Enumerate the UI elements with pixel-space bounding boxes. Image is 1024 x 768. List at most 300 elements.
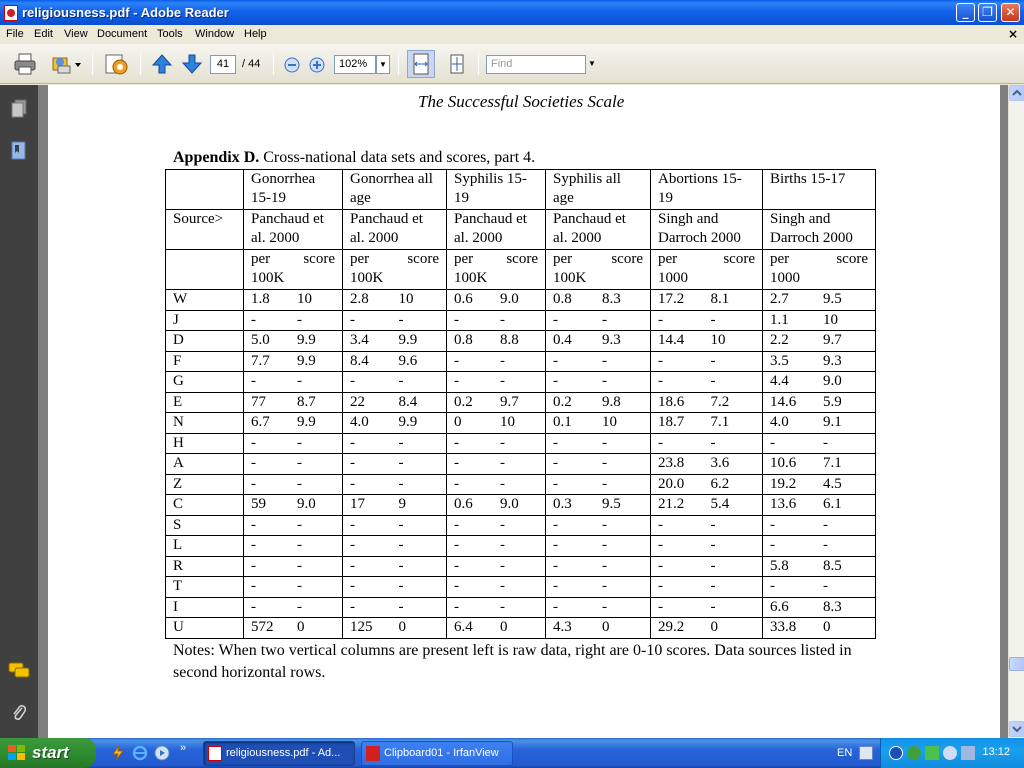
- raw-value: 14.6: [770, 393, 797, 410]
- column-source: Panchaud et al. 2000: [447, 210, 546, 250]
- window-title: religiousness.pdf - Adobe Reader: [22, 5, 229, 20]
- raw-value: 5.8: [770, 557, 789, 574]
- pages-icon[interactable]: [11, 99, 27, 119]
- score-value: -: [398, 516, 404, 533]
- score-value: 10: [398, 291, 414, 307]
- raw-value: -: [350, 455, 355, 471]
- score-value: 10: [602, 414, 617, 430]
- raw-value: -: [770, 434, 775, 451]
- toolbar-separator: [273, 53, 274, 75]
- value-pair: [454, 290, 538, 309]
- raw-value: -: [454, 373, 459, 389]
- windows-logo-icon: [8, 745, 26, 761]
- score-value: 8.3: [823, 598, 842, 615]
- data-cell: [244, 515, 343, 536]
- score-value: 10: [500, 414, 515, 430]
- value-pair: [251, 598, 335, 617]
- country-code-cell: H: [166, 433, 244, 454]
- data-cell: [763, 351, 876, 372]
- value-pair: [553, 618, 643, 637]
- value-pair: [251, 393, 335, 412]
- raw-value: 17: [350, 496, 365, 512]
- data-cell: [763, 454, 876, 475]
- column-source: Singh and Darroch 2000: [763, 210, 876, 250]
- scroll-down-button[interactable]: [1009, 721, 1024, 737]
- raw-value: -: [251, 537, 256, 553]
- raw-value: -: [658, 352, 663, 369]
- value-pair: [454, 577, 538, 596]
- score-value: -: [500, 455, 505, 471]
- value-pair: [454, 516, 538, 535]
- value-pair: [251, 516, 335, 535]
- data-cell: [447, 536, 546, 557]
- unit-raw-prefix: per: [251, 251, 271, 267]
- country-code-cell: I: [166, 597, 244, 618]
- score-value: -: [297, 373, 302, 389]
- raw-value: 0.3: [553, 496, 572, 512]
- data-cell: [244, 454, 343, 475]
- data-cell: [343, 577, 447, 598]
- score-value: -: [710, 352, 716, 369]
- zoom-dropdown-icon[interactable]: ▼: [376, 55, 390, 74]
- table-row: [166, 372, 876, 393]
- raw-value: -: [658, 373, 663, 389]
- unit-raw-prefix: per: [553, 251, 573, 267]
- find-input[interactable]: Find: [486, 55, 586, 74]
- score-value: 9: [398, 496, 406, 512]
- header-blank-cell: [166, 250, 244, 290]
- language-indicator[interactable]: EN: [837, 747, 853, 759]
- data-cell: [651, 290, 763, 311]
- raw-value: -: [658, 578, 663, 594]
- raw-value: 0.2: [553, 393, 572, 410]
- fit-page-icon[interactable]: [445, 52, 469, 76]
- value-pair: [454, 598, 538, 617]
- data-cell: [244, 310, 343, 331]
- data-cell: [244, 536, 343, 557]
- score-value: 6.2: [710, 475, 730, 492]
- source-label: Source>: [166, 210, 244, 250]
- menu-help[interactable]: Help: [244, 28, 267, 40]
- value-pair: [658, 618, 755, 637]
- raw-value: 20.0: [658, 475, 685, 492]
- zoom-out-icon[interactable]: [283, 56, 301, 74]
- scroll-up-button[interactable]: [1009, 85, 1024, 101]
- raw-value: -: [553, 578, 558, 594]
- data-cell: [447, 290, 546, 311]
- raw-value: 2.2: [770, 332, 789, 348]
- raw-value: -: [454, 434, 459, 451]
- score-value: -: [823, 516, 828, 533]
- keyboard-icon[interactable]: [859, 746, 873, 760]
- score-value: -: [602, 475, 607, 492]
- toolbar-separator: [92, 53, 93, 75]
- score-value: 0: [823, 619, 831, 635]
- unit-score: score: [303, 251, 335, 267]
- tray-arrow-icon[interactable]: [889, 746, 903, 760]
- unit-raw-suffix: 100K: [454, 270, 488, 286]
- value-pair: [350, 536, 439, 555]
- adobe-pdf-icon: [208, 746, 222, 761]
- page-number-input[interactable]: 41: [210, 55, 236, 74]
- data-cell: [763, 536, 876, 557]
- bluetooth-icon[interactable]: [943, 746, 957, 760]
- score-value: -: [398, 373, 404, 389]
- raw-value: 0.4: [553, 332, 572, 348]
- adobe-pdf-icon: [4, 5, 18, 21]
- value-pair: [251, 495, 335, 514]
- table-notes: Notes: When two vertical columns are present left is raw data, right are 0-10 scores. Data sources listed in second horizontal rows.: [173, 642, 852, 681]
- score-value: -: [602, 455, 607, 471]
- value-pair: [350, 577, 439, 596]
- data-cell: [546, 474, 651, 495]
- data-cell: [447, 331, 546, 352]
- value-pair: [350, 290, 439, 309]
- value-pair: [350, 454, 439, 473]
- title-bar[interactable]: [0, 0, 1024, 25]
- raw-value: -: [553, 455, 558, 471]
- score-value: -: [500, 434, 505, 451]
- column-title: Gonorrhea all age: [343, 170, 447, 210]
- units-line: [454, 250, 538, 269]
- secure-settings-icon[interactable]: [103, 52, 127, 76]
- raw-value: 3.4: [350, 332, 369, 348]
- menu-file[interactable]: File: [6, 28, 24, 40]
- value-pair: [454, 393, 538, 412]
- unit-raw-suffix: 100K: [251, 270, 285, 286]
- data-cell: [763, 392, 876, 413]
- raw-value: -: [350, 516, 355, 533]
- score-value: 10: [823, 311, 838, 328]
- header-row-sources: [166, 210, 876, 250]
- data-cell: [651, 515, 763, 536]
- score-value: -: [710, 598, 716, 615]
- score-value: -: [398, 537, 404, 553]
- country-code-cell: C: [166, 495, 244, 516]
- value-pair: [350, 393, 439, 412]
- fit-width-icon[interactable]: [407, 50, 435, 78]
- value-pair: [553, 557, 643, 576]
- score-value: -: [602, 352, 607, 369]
- menu-tools[interactable]: Tools: [157, 28, 183, 40]
- value-pair: [454, 352, 538, 371]
- score-value: 8.5: [823, 557, 842, 574]
- table-row: [166, 577, 876, 598]
- data-cell: [763, 413, 876, 434]
- data-cell: [343, 331, 447, 352]
- header-blank-cell: [166, 170, 244, 210]
- value-pair: [658, 393, 755, 412]
- data-cell: [546, 454, 651, 475]
- task-adobe-reader[interactable]: [203, 741, 355, 766]
- value-pair: [658, 516, 755, 535]
- data-cell: [763, 372, 876, 393]
- value-pair: [553, 598, 643, 617]
- value-pair: [770, 290, 868, 309]
- column-units: [546, 250, 651, 290]
- menu-window[interactable]: Window: [195, 28, 235, 40]
- value-pair: [454, 495, 538, 514]
- column-source: Panchaud et al. 2000: [343, 210, 447, 250]
- raw-value: -: [553, 434, 558, 451]
- data-cell: [546, 433, 651, 454]
- find-dropdown-icon[interactable]: ▼: [588, 59, 596, 68]
- value-pair: [251, 352, 335, 371]
- quicklaunch-overflow-icon[interactable]: »: [180, 742, 187, 754]
- attachments-icon[interactable]: [11, 703, 27, 723]
- table-row: [166, 351, 876, 372]
- score-value: 9.0: [500, 291, 519, 307]
- data-cell: [343, 413, 447, 434]
- data-cell: [343, 454, 447, 475]
- score-value: -: [398, 455, 404, 471]
- raw-value: -: [350, 434, 355, 451]
- data-table: [165, 169, 876, 639]
- value-pair: [553, 454, 643, 473]
- quicklaunch-media-icon[interactable]: [154, 745, 170, 761]
- column-title: Births 15-17: [763, 170, 876, 210]
- score-value: -: [500, 598, 505, 615]
- score-value: -: [602, 557, 607, 574]
- data-cell: [244, 597, 343, 618]
- value-pair: [658, 434, 755, 453]
- raw-value: -: [350, 475, 355, 492]
- previous-page-icon[interactable]: [150, 52, 174, 76]
- value-pair: [553, 516, 643, 535]
- value-pair: [251, 454, 335, 473]
- score-value: 0: [398, 619, 406, 635]
- country-code-cell: R: [166, 556, 244, 577]
- country-code-cell: F: [166, 351, 244, 372]
- column-source: Singh and Darroch 2000: [651, 210, 763, 250]
- data-cell: [651, 413, 763, 434]
- country-code-cell: A: [166, 454, 244, 475]
- score-value: -: [398, 475, 404, 492]
- raw-value: -: [350, 598, 355, 615]
- raw-value: 4.3: [553, 619, 572, 635]
- bookmarks-icon[interactable]: [11, 141, 27, 161]
- maximize-button[interactable]: ❐: [978, 3, 997, 22]
- task-irfanview[interactable]: [361, 741, 513, 766]
- raw-value: -: [770, 537, 775, 553]
- table-row: [166, 536, 876, 557]
- score-value: -: [602, 311, 607, 328]
- value-pair: [553, 413, 643, 432]
- score-value: -: [710, 557, 716, 574]
- data-cell: [763, 515, 876, 536]
- country-code-cell: T: [166, 577, 244, 598]
- column-title: Abortions 15-19: [651, 170, 763, 210]
- column-source: Panchaud et al. 2000: [546, 210, 651, 250]
- raw-value: -: [553, 475, 558, 492]
- raw-value: -: [454, 475, 459, 492]
- data-cell: [546, 515, 651, 536]
- units-line: [658, 250, 755, 269]
- column-title: Syphilis all age: [546, 170, 651, 210]
- data-cell: [343, 515, 447, 536]
- menu-view[interactable]: View: [64, 28, 88, 40]
- data-cell: [546, 495, 651, 516]
- data-cell: [546, 290, 651, 311]
- score-value: -: [297, 598, 302, 615]
- data-cell: [763, 597, 876, 618]
- raw-value: 572: [251, 619, 274, 635]
- table-row: [166, 454, 876, 475]
- data-cell: [447, 515, 546, 536]
- score-value: 9.5: [602, 496, 621, 512]
- menu-document[interactable]: Document: [97, 28, 148, 40]
- data-cell: [651, 474, 763, 495]
- raw-value: -: [553, 537, 558, 553]
- unit-raw-suffix: 100K: [350, 270, 384, 286]
- score-value: 9.0: [500, 496, 519, 512]
- data-cell: [447, 372, 546, 393]
- data-cell: [447, 433, 546, 454]
- document-area[interactable]: [38, 85, 1008, 738]
- data-cell: [546, 351, 651, 372]
- vertical-scrollbar[interactable]: [1008, 85, 1024, 738]
- raw-value: -: [454, 537, 459, 553]
- value-pair: [770, 618, 868, 637]
- quicklaunch-winamp-icon[interactable]: [110, 745, 126, 761]
- raw-value: -: [658, 557, 663, 574]
- score-value: -: [398, 578, 404, 594]
- data-cell: [447, 556, 546, 577]
- value-pair: [454, 557, 538, 576]
- raw-value: 0: [454, 414, 462, 430]
- raw-value: 0.6: [454, 291, 473, 307]
- close-document-icon[interactable]: ×: [1007, 27, 1018, 41]
- data-cell: [546, 392, 651, 413]
- quicklaunch-ie-icon[interactable]: [132, 745, 148, 761]
- country-code-cell: G: [166, 372, 244, 393]
- raw-value: 2.8: [350, 291, 369, 307]
- table-row: [166, 597, 876, 618]
- score-value: 0: [602, 619, 610, 635]
- unit-raw-suffix: 100K: [553, 270, 587, 286]
- value-pair: [454, 372, 538, 391]
- value-pair: [770, 434, 868, 453]
- data-cell: [343, 618, 447, 639]
- raw-value: 77: [251, 393, 266, 410]
- print-icon[interactable]: [13, 52, 37, 76]
- clock: 13:12: [982, 746, 1010, 758]
- score-value: -: [297, 311, 302, 328]
- value-pair: [553, 393, 643, 412]
- raw-value: 1.8: [251, 291, 270, 307]
- value-pair: [658, 475, 755, 494]
- value-pair: [350, 516, 439, 535]
- data-cell: [343, 433, 447, 454]
- page-count-label: / 44: [242, 58, 261, 70]
- data-cell: [546, 310, 651, 331]
- value-pair: [350, 413, 439, 432]
- menu-edit[interactable]: Edit: [34, 28, 53, 40]
- units-line: [770, 250, 868, 269]
- value-pair: [350, 598, 439, 617]
- score-value: 8.7: [297, 393, 316, 410]
- zoom-in-icon[interactable]: [308, 56, 326, 74]
- value-pair: [770, 495, 868, 514]
- value-pair: [658, 577, 755, 596]
- scrollbar-thumb[interactable]: [1009, 657, 1024, 671]
- value-pair: [553, 331, 643, 350]
- data-cell: [244, 556, 343, 577]
- unit-raw-suffix: 1000: [658, 270, 688, 286]
- value-pair: [251, 618, 335, 637]
- score-value: 8.4: [398, 393, 418, 410]
- task-label: Clipboard01 - IrfanView: [384, 747, 499, 759]
- data-cell: [651, 372, 763, 393]
- security-icon[interactable]: [907, 746, 921, 760]
- raw-value: -: [350, 373, 355, 389]
- raw-value: 3.5: [770, 352, 789, 369]
- value-pair: [350, 618, 439, 637]
- value-pair: [553, 372, 643, 391]
- data-cell: [447, 413, 546, 434]
- score-value: 9.9: [398, 332, 418, 348]
- email-organize-icon[interactable]: [50, 52, 74, 76]
- raw-value: -: [454, 311, 459, 328]
- raw-value: -: [658, 434, 663, 451]
- minimize-button[interactable]: _: [956, 3, 975, 22]
- data-cell: [343, 310, 447, 331]
- score-value: 9.9: [398, 414, 418, 430]
- unit-score: score: [506, 251, 538, 267]
- raw-value: -: [454, 598, 459, 615]
- close-button[interactable]: ✕: [1001, 3, 1020, 22]
- data-cell: [763, 290, 876, 311]
- value-pair: [658, 372, 755, 391]
- column-source: Panchaud et al. 2000: [244, 210, 343, 250]
- raw-value: -: [454, 516, 459, 533]
- score-value: -: [398, 311, 404, 328]
- raw-value: 8.4: [350, 352, 369, 369]
- value-pair: [553, 495, 643, 514]
- data-cell: [763, 618, 876, 639]
- value-pair: [251, 413, 335, 432]
- value-pair: [251, 475, 335, 494]
- comments-icon[interactable]: [8, 662, 30, 682]
- value-pair: [658, 598, 755, 617]
- page-header: The Successful Societies Scale: [418, 92, 625, 111]
- value-pair: [350, 557, 439, 576]
- value-pair: [454, 331, 538, 350]
- table-row: [166, 495, 876, 516]
- unit-raw-prefix: per: [350, 251, 370, 267]
- raw-value: 2.7: [770, 291, 789, 307]
- table-row: [166, 515, 876, 536]
- value-pair: [454, 311, 538, 330]
- raw-value: -: [553, 352, 558, 369]
- units-line: [251, 250, 335, 269]
- value-pair: [770, 393, 868, 412]
- battery-icon[interactable]: [925, 746, 939, 760]
- value-pair: [770, 454, 868, 473]
- zoom-input[interactable]: 102%: [334, 55, 376, 74]
- start-button[interactable]: [0, 738, 96, 768]
- data-cell: [651, 577, 763, 598]
- data-cell: [244, 577, 343, 598]
- data-cell: [343, 392, 447, 413]
- raw-value: -: [350, 311, 355, 328]
- raw-value: -: [454, 557, 459, 574]
- score-value: -: [602, 598, 607, 615]
- value-pair: [251, 536, 335, 555]
- country-code-cell: U: [166, 618, 244, 639]
- next-page-icon[interactable]: [180, 52, 204, 76]
- network-icon[interactable]: [961, 746, 975, 760]
